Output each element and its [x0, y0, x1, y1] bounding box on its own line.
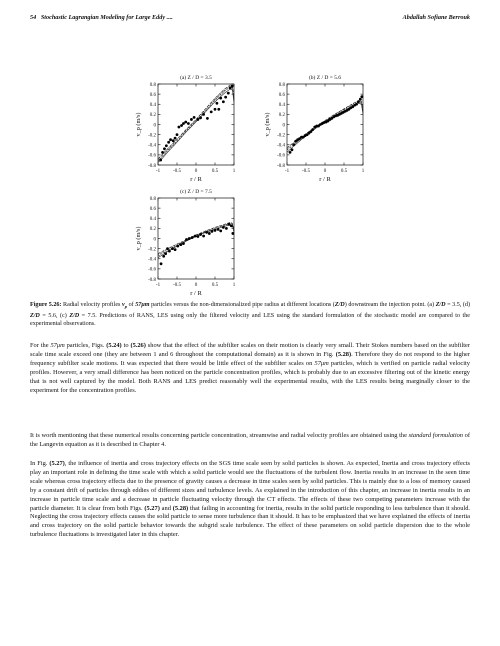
data-point: [165, 144, 168, 147]
x-tick-label: 1: [232, 283, 236, 288]
data-point: [176, 133, 179, 136]
data-point: [202, 235, 205, 238]
math-run: 57μm: [314, 359, 329, 367]
page-number: 54: [30, 14, 37, 21]
text-run: , the influence of inertia and cross trajectory effects on the SGS time scale seen by solid particles is shown. As expected, Inertia and cross trajectory effects play an important role in defining the time scale with which a solid particle would see the fluctuations of the turbulent flow. Inertia results in an increase in the seen time scale whereas cross trajectory effects due to the presence of gravity causes a decrease in time scales seen by solid particles. This is mainly due to a loss of memory caused by a constant drift of particles through eddies of different sizes and turbulence levels. As explained in the introduction of this chapter, an increase in inertia results in an increase in particle time scale and a decrease in particle fluctuating velocity through the CT effects. The effects of these two competing parameters increase with the particle diameter. It is clear from both Figs.: [30, 460, 470, 512]
data-point: [167, 141, 170, 144]
data-point: [159, 159, 162, 162]
x-tick-label: 1: [361, 169, 365, 174]
text-run: particles, which is verified on particle radial velocity profiles. However, a very small difference has been noticed on the particle concentration profiles, which is probably due to an excessive filtering out of the kinetic energy that is not well captured by the model. Both RANS and LES predict reasonably well the experimental results, with the LES results being marginally closer to the experiment for the concentration profiles.: [30, 359, 470, 394]
y-tick-label: 0.2: [278, 113, 285, 119]
data-point: [217, 108, 220, 111]
x-tick-label: -0.5: [173, 169, 181, 174]
figure-ref: (5.24): [106, 342, 122, 349]
figure-ref: (5.26): [130, 342, 146, 349]
figure-ref: (5.28): [335, 350, 352, 358]
figure-panel-b: [257, 70, 375, 188]
y-tick-label: -0.2: [277, 133, 285, 139]
text-run: that failing in accounting for inertia, results in the solid particle responding to less turbulence than it should. Neglecting the cross trajectory effects causes the solid particle to sense more turbulence than it should. It has to be emphasized that we have explained the effects of inertia and cross trajectory on the solid particle behavior towards the subgrid scale turbulence. The effect of these parameters on solid particle dispersion due to the whole turbulence fluctuations is investigated later in this chapter.: [30, 504, 470, 539]
data-point: [227, 92, 230, 95]
y-tick-label: 0.8: [149, 196, 156, 202]
caption-symbol: Z/D: [435, 302, 446, 308]
data-point: [210, 110, 213, 113]
y-tick-label: 0: [153, 237, 156, 243]
data-point: [211, 230, 214, 233]
data-point: [360, 95, 363, 98]
data-point: [355, 103, 358, 106]
plot-frame: [158, 198, 234, 279]
caption-text: = 7.5. Predictions of RANS, LES using only the filtered velocity and LES using the standard formulation of the stochastic model are compared to the experimental observations.: [30, 312, 470, 327]
x-tick-label: -1: [155, 283, 161, 288]
data-point: [168, 250, 171, 253]
caption-text: = 5.6, (c): [39, 312, 70, 319]
data-point: [184, 121, 187, 124]
data-point: [359, 98, 362, 101]
figure-ref: (5.27): [49, 460, 65, 467]
x-axis-label: r / R: [319, 176, 331, 183]
series-line: [287, 103, 363, 152]
text-run: It is worth mentioning that these numerical results concerning particle concentration, streamwise and radial velocity profiles are obtained using the: [30, 432, 409, 439]
data-point: [217, 228, 220, 231]
data-point: [214, 229, 217, 232]
x-tick-label: -1: [155, 169, 161, 174]
caption-label: Figure 5.26:: [30, 302, 62, 308]
data-point: [208, 232, 211, 235]
data-point: [222, 100, 225, 103]
caption-symbol-sub: p: [124, 304, 127, 310]
data-point: [202, 113, 205, 116]
data-point: [199, 233, 202, 236]
x-tick-label: 1: [232, 169, 236, 174]
y-tick-label: -0.4: [148, 257, 156, 263]
y-tick-label: -0.6: [148, 267, 156, 273]
data-point: [190, 118, 193, 121]
y-tick-label: 0.4: [149, 103, 156, 109]
y-axis-label: v_p (m/s): [264, 112, 271, 137]
data-point: [160, 262, 163, 265]
data-point: [193, 116, 196, 119]
y-tick-label: 0.6: [278, 92, 285, 98]
data-point: [163, 147, 166, 150]
math-run: 57μm: [50, 342, 65, 349]
data-point: [228, 223, 231, 226]
y-tick-label: -0.8: [277, 163, 285, 169]
caption-symbol: Z/D: [69, 312, 80, 319]
caption-text: = 3.5, (d): [445, 302, 471, 308]
data-point: [172, 139, 175, 142]
data-point: [178, 126, 181, 129]
chart-title: (c) Z / D = 7.5: [180, 189, 212, 195]
y-tick-label: 0.2: [149, 113, 156, 119]
x-tick-label: 0: [194, 169, 198, 174]
x-tick-label: 0: [194, 283, 198, 288]
x-tick-label: 0: [323, 169, 327, 174]
y-tick-label: -0.4: [277, 143, 285, 149]
data-point: [185, 238, 188, 241]
y-tick-label: 0.4: [278, 103, 285, 109]
data-point: [291, 148, 294, 151]
data-point: [199, 117, 202, 120]
x-tick-label: 0.5: [340, 169, 348, 174]
series-line: [158, 87, 234, 161]
header-left: [30, 14, 173, 21]
x-tick-label: -0.5: [173, 283, 181, 288]
y-tick-label: 0.2: [149, 227, 156, 233]
data-point: [230, 224, 233, 227]
data-point: [171, 247, 174, 250]
text-run: show that the effect of the subfilter scales on their motion is clearly very small. Their Stokes numbers based on the subfilter scale time scale exceed one (they are between 1 and 6 throughout the computational domain) as it is shown in Fig.: [30, 342, 470, 358]
data-point: [188, 237, 191, 240]
data-point: [174, 137, 177, 140]
data-point: [224, 96, 227, 99]
figure-panel-a: [128, 70, 246, 188]
data-point: [164, 252, 167, 255]
paragraph-1: [30, 342, 470, 395]
caption-text: of: [126, 302, 136, 308]
data-point: [161, 151, 164, 154]
running-title: Stochastic Lagrangian Modeling for Large Eddy ....: [40, 14, 173, 21]
data-point: [194, 235, 197, 238]
text-run: particles, Figs.: [64, 342, 107, 349]
text-run: . Therefore they do not respond to the higher frequency subfilter scale motions. It was expected that there would be little effect of the subfilter scales on: [30, 350, 470, 367]
figure-panel-c: [128, 184, 246, 302]
data-point: [197, 118, 200, 121]
data-point: [231, 232, 234, 235]
data-point: [176, 245, 179, 248]
data-point: [216, 102, 219, 105]
y-tick-label: -0.4: [148, 143, 156, 149]
y-tick-label: -0.2: [148, 133, 156, 139]
x-axis-label: r / R: [190, 176, 202, 183]
series-line: [158, 225, 234, 258]
x-tick-label: 0.5: [211, 283, 219, 288]
paragraph-3: [30, 460, 470, 540]
data-point: [182, 122, 185, 125]
caption-symbol: Z/D: [30, 312, 40, 319]
data-point: [166, 247, 169, 250]
data-point: [182, 242, 185, 245]
y-tick-label: 0.6: [149, 206, 156, 212]
text-run: and: [159, 504, 173, 512]
y-tick-label: 0: [282, 123, 285, 129]
data-point: [222, 226, 225, 229]
y-tick-label: 0.8: [149, 82, 156, 88]
caption-text: particles versus the non-dimensionalized pipe radius at different locations (: [149, 302, 335, 308]
data-point: [214, 108, 217, 111]
caption-symbol: v: [122, 302, 125, 308]
data-point: [219, 97, 222, 100]
data-point: [219, 230, 222, 233]
caption-text: ) downstream the injection point. (a): [344, 302, 436, 308]
plot-frame: [287, 84, 363, 165]
text-run: of the Langevin equation as it is described in Chapter 4.: [30, 432, 470, 448]
x-axis-label: r / R: [190, 290, 202, 297]
y-tick-label: -0.2: [148, 247, 156, 253]
caption-symbol: 57μm: [135, 302, 150, 308]
text-run: In Fig.: [30, 460, 50, 467]
text-run: For the: [30, 342, 51, 349]
y-tick-label: 0.8: [278, 82, 285, 88]
emphasis: standard formulation: [408, 432, 463, 439]
figure-ref: (5.27): [144, 504, 160, 512]
text-run: to: [121, 342, 131, 349]
chart-title: (a) Z / D = 3.5: [180, 75, 212, 81]
data-point: [197, 235, 200, 238]
data-point: [169, 138, 172, 141]
y-axis-label: v_p (m/s): [135, 112, 142, 137]
y-tick-label: 0.4: [149, 217, 156, 223]
y-tick-label: -0.8: [148, 277, 156, 283]
data-point: [289, 151, 292, 154]
data-point: [225, 227, 228, 230]
running-author: Abdallah Sofiane Berrouk: [402, 14, 470, 21]
data-point: [357, 100, 360, 103]
data-point: [206, 117, 209, 120]
data-point: [311, 128, 314, 131]
y-tick-label: 0: [153, 123, 156, 129]
y-tick-label: -0.6: [277, 153, 285, 159]
y-tick-label: -0.8: [148, 163, 156, 169]
figure-caption: [30, 301, 470, 328]
data-point: [231, 85, 234, 88]
figure-ref: (5.28): [172, 504, 189, 512]
data-point: [205, 231, 208, 234]
caption-text: Radial velocity profiles: [61, 302, 122, 308]
chart-title: (b) Z / D = 5.6: [308, 75, 342, 81]
y-tick-label: 0.6: [149, 92, 156, 98]
data-point: [162, 255, 165, 258]
data-point: [179, 243, 182, 246]
data-point: [191, 236, 194, 239]
x-tick-label: -0.5: [302, 169, 310, 174]
data-point: [187, 122, 190, 125]
plot-frame: [158, 84, 234, 165]
paragraph-2: [30, 432, 470, 450]
data-point: [292, 143, 295, 146]
x-tick-label: -1: [284, 169, 290, 174]
y-axis-label: v_p (m/s): [135, 226, 142, 251]
y-tick-label: -0.6: [148, 153, 156, 159]
caption-symbol: Z/D: [334, 302, 345, 308]
data-point: [174, 248, 177, 251]
series-line: [158, 89, 234, 162]
x-tick-label: 0.5: [211, 169, 219, 174]
